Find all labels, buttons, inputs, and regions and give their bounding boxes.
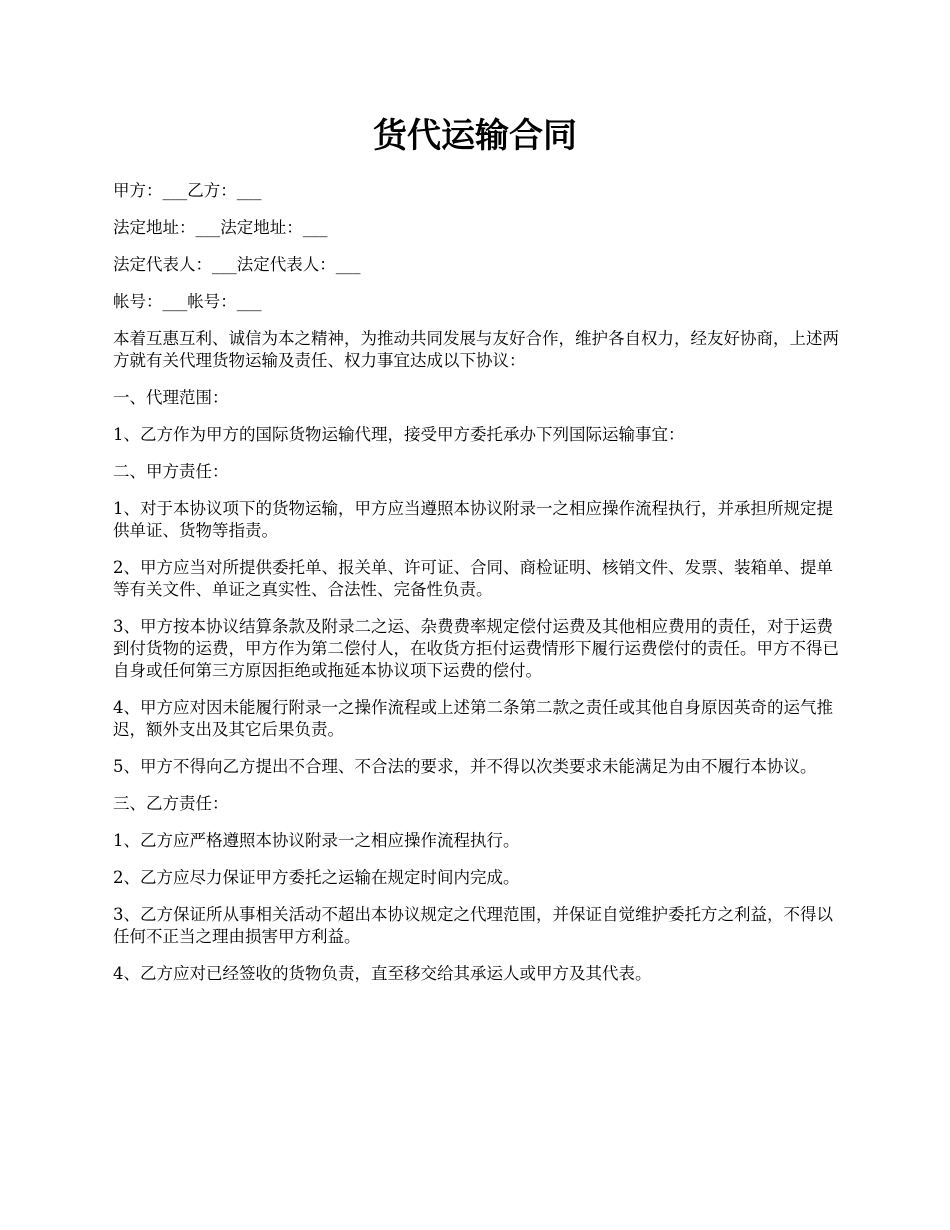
section-heading-scope: 一、代理范围： [113,388,229,407]
clause-party-b-3: 3、乙方保证所从事相关活动不超出本协议规定之代理范围，并保证自觉维护委托方之利益，不得以任何不正当之理由损害甲方利益。 [113,905,833,946]
clause-party-b-4: 4、乙方应对已经签收的货物负责，直至移交给其承运人或甲方及其代表。 [113,964,652,983]
preamble-paragraph: 本着互惠互利、诚信为本之精神，为推动共同发展与友好合作，维护各自权力，经友好协商，上述两方就有关代理货物运输及责任、权力事宜达成以下协议： [113,329,839,370]
account-line: 帐号：___帐号：___ [113,292,262,311]
clause-party-a-3: 3、甲方按本协议结算条款及附录二之运、杂费费率规定偿付运费及其他相应费用的责任，对于运费到付货物的运费，甲方作为第二偿付人，在收货方拒付运费情形下履行运费偿付的责任。甲方不得已自身或任何第三方原因拒绝或拖延本协议项下运费的偿付。 [113,617,839,680]
clause-scope-1: 1、乙方作为甲方的国际货物运输代理，接受甲方委托承办下列国际运输事宜： [113,425,685,444]
section-heading-party-b: 三、乙方责任： [113,794,229,813]
section-heading-party-a: 二、甲方责任： [113,462,229,481]
clause-party-b-1: 1、乙方应严格遵照本协议附录一之相应操作流程执行。 [113,831,520,850]
party-line: 甲方：___乙方：___ [113,181,262,200]
document-title: 货代运输合同 [373,116,577,156]
document-body [113,180,840,1000]
clause-party-a-1: 1、对于本协议项下的货物运输，甲方应当遵照本协议附录一之相应操作流程执行，并承担所规定提供单证、货物等指责。 [113,499,833,540]
address-line: 法定地址：___法定地址：___ [113,218,328,237]
clause-party-a-2: 2、甲方应当对所提供委托单、报关单、许可证、合同、商检证明、核销文件、发票、装箱单、提单等有关文件、单证之真实性、合法性、完备性负责。 [113,558,833,599]
clause-party-a-4: 4、甲方应对因未能履行附录一之操作流程或上述第二条第二款之责任或其他自身原因英奇的运气推迟，额外支出及其它后果负责。 [113,698,833,739]
clause-party-a-5: 5、甲方不得向乙方提出不合理、不合法的要求，并不得以次类要求未能满足为由不履行本协议。 [113,757,817,776]
clause-party-b-2: 2、乙方应尽力保证甲方委托之运输在规定时间内完成。 [113,868,520,887]
representative-line: 法定代表人：___法定代表人：___ [113,255,361,274]
